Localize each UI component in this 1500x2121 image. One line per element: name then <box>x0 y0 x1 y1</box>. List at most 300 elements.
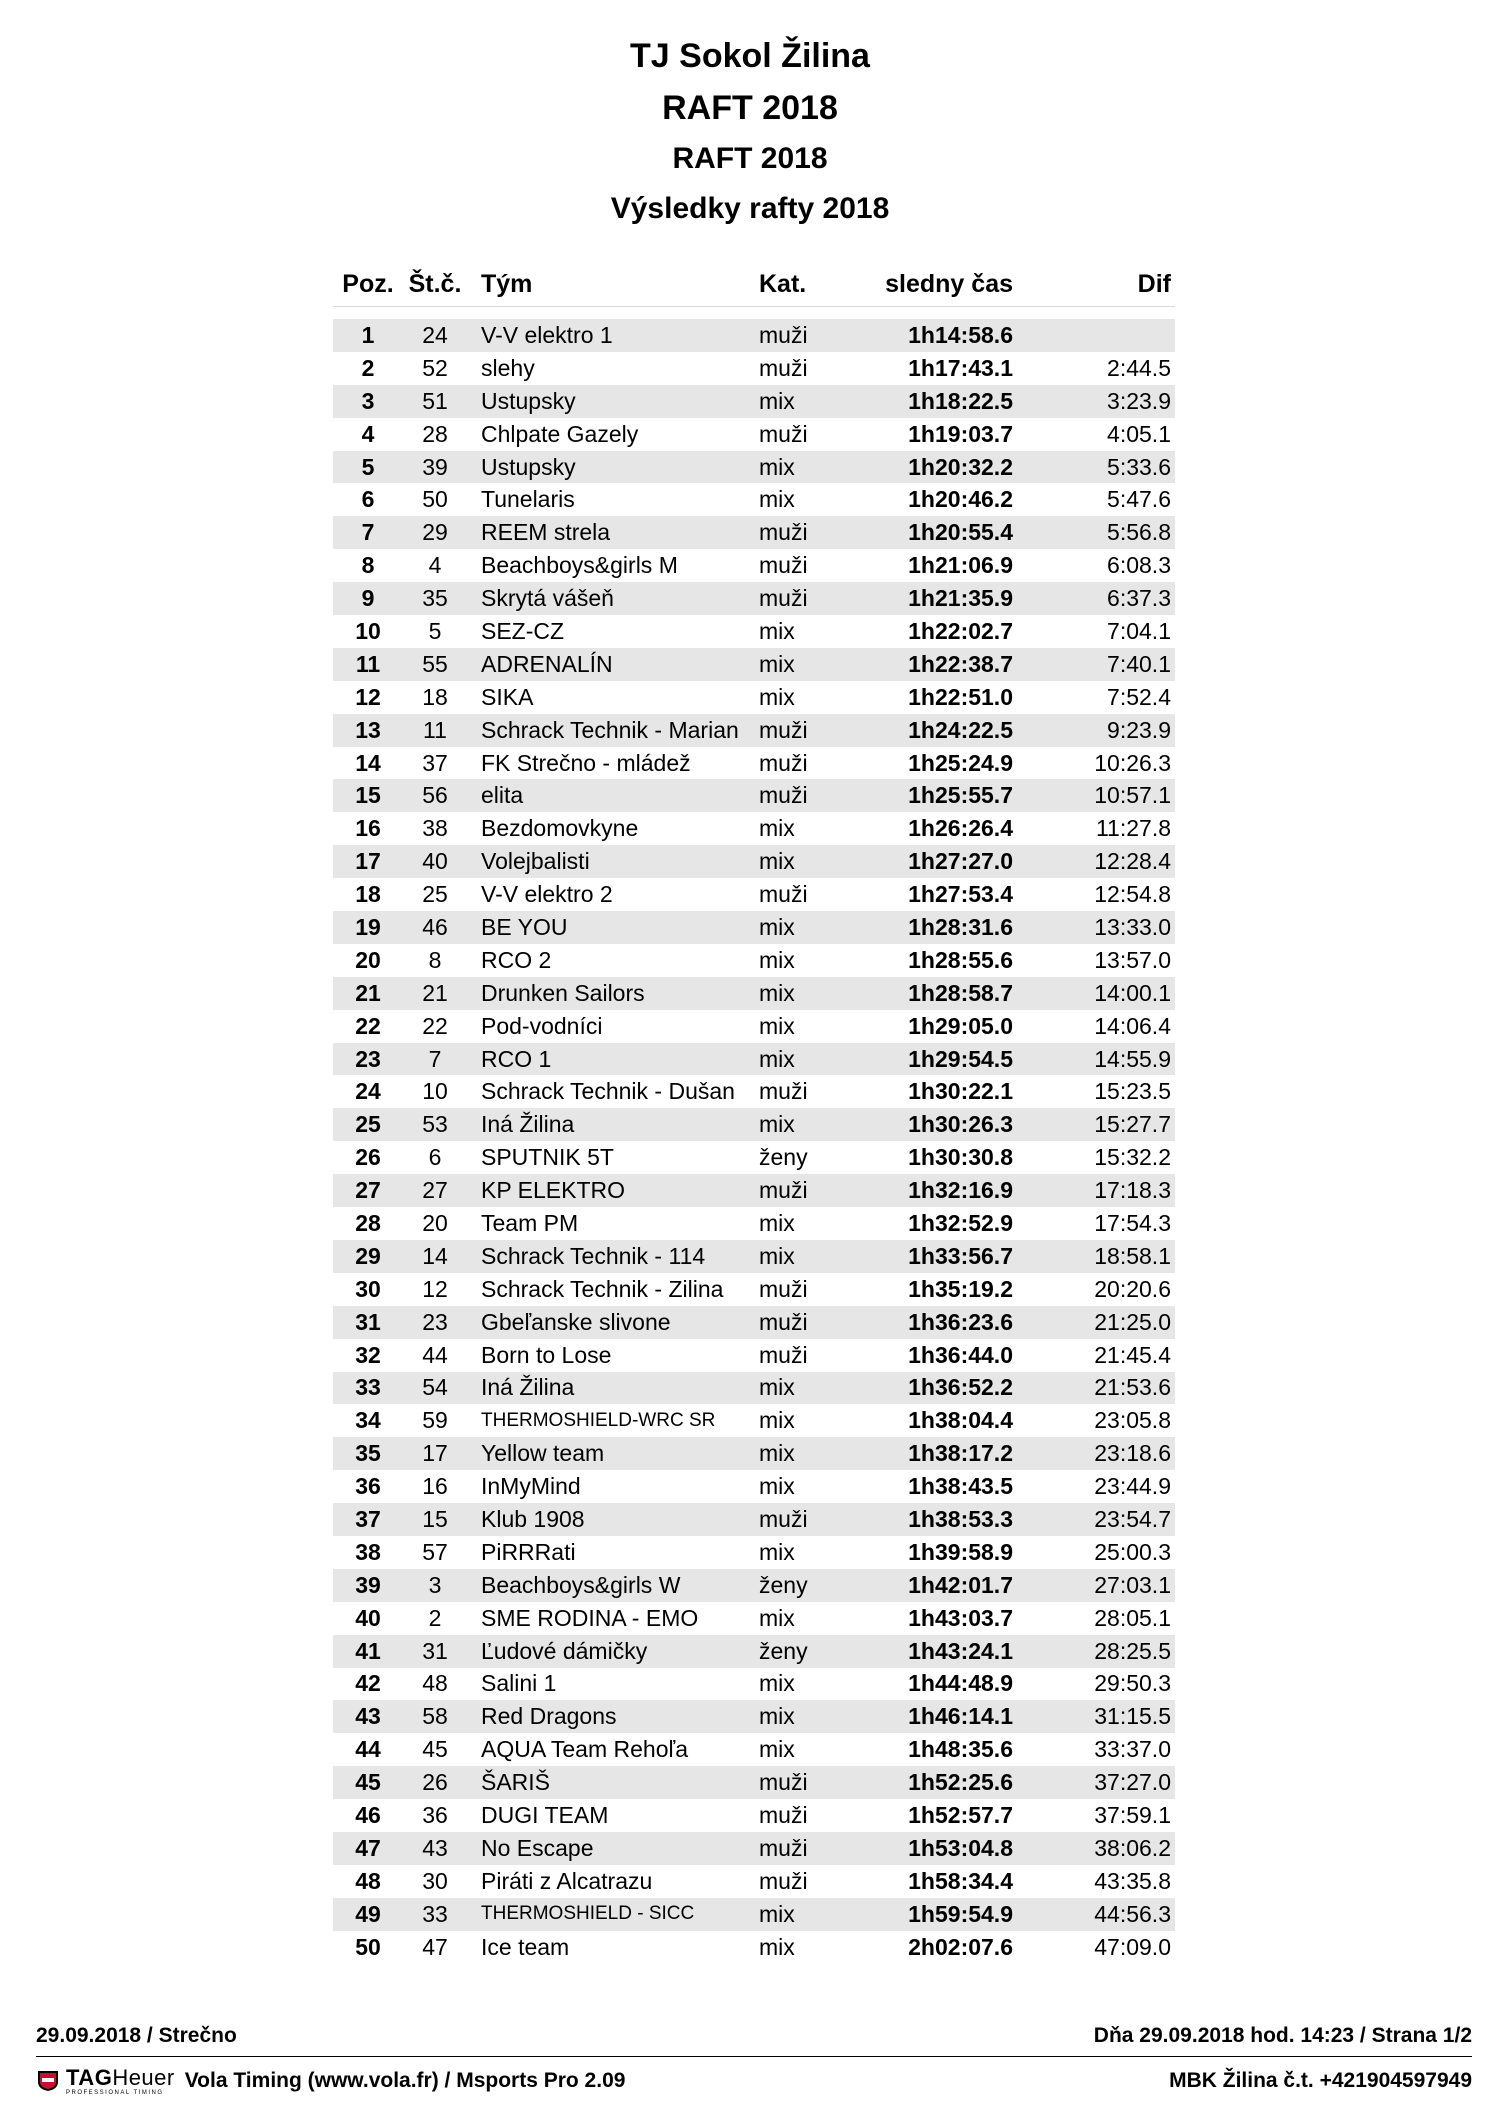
cell-difference: 23:05.8 <box>1094 1407 1171 1434</box>
cell-time: 1h26:26.4 <box>908 815 1013 842</box>
cell-team: ADRENALÍN <box>481 650 613 677</box>
cell-team: Ľudové dámičky <box>481 1637 648 1664</box>
cell-team: THERMOSHIELD-WRC SR <box>481 1409 716 1431</box>
cell-category: muži <box>759 782 808 809</box>
cell-category: muži <box>759 1275 808 1302</box>
table-row <box>333 1569 1175 1602</box>
cell-start-number: 17 <box>422 1440 448 1467</box>
cell-time: 1h42:01.7 <box>908 1571 1013 1598</box>
cell-difference: 13:57.0 <box>1094 946 1171 973</box>
table-row <box>333 747 1175 780</box>
cell-time: 1h21:06.9 <box>908 552 1013 579</box>
cell-category: mix <box>759 1242 795 1269</box>
cell-start-number: 43 <box>422 1834 448 1861</box>
cell-start-number: 30 <box>422 1867 448 1894</box>
table-row <box>333 977 1175 1010</box>
cell-category: mix <box>759 848 795 875</box>
cell-time: 2h02:07.6 <box>908 1933 1013 1960</box>
cell-position: 31 <box>355 1308 381 1335</box>
cell-team: Gbeľanske slivone <box>481 1308 671 1335</box>
col-header-start-number: Št.č. <box>408 269 462 298</box>
cell-category: mix <box>759 1538 795 1565</box>
brand-bold: TAG <box>66 2064 113 2090</box>
cell-team: Schrack Technik - Zilina <box>481 1275 724 1302</box>
cell-position: 3 <box>361 387 375 414</box>
cell-time: 1h32:52.9 <box>908 1209 1013 1236</box>
cell-team: REEM strela <box>481 519 611 546</box>
cell-team: Team PM <box>481 1209 579 1236</box>
cell-position: 36 <box>355 1473 381 1500</box>
cell-difference: 21:25.0 <box>1094 1308 1171 1335</box>
results-table <box>333 262 1175 1964</box>
cell-difference: 47:09.0 <box>1094 1933 1171 1960</box>
cell-time: 1h38:43.5 <box>908 1473 1013 1500</box>
cell-team: Schrack Technik - 114 <box>481 1242 706 1269</box>
table-row <box>333 1635 1175 1668</box>
cell-position: 49 <box>355 1900 381 1927</box>
cell-difference: 15:27.7 <box>1094 1111 1171 1138</box>
cell-position: 43 <box>355 1703 381 1730</box>
cell-difference: 3:23.9 <box>1107 387 1171 414</box>
footer-bottom <box>36 2064 1472 2098</box>
cell-start-number: 5 <box>428 617 442 644</box>
cell-position: 38 <box>355 1538 381 1565</box>
cell-time: 1h17:43.1 <box>908 354 1013 381</box>
cell-start-number: 39 <box>422 453 448 480</box>
cell-difference: 14:55.9 <box>1094 1045 1171 1072</box>
cell-start-number: 16 <box>422 1473 448 1500</box>
cell-team: V-V elektro 1 <box>481 321 613 348</box>
cell-time: 1h28:58.7 <box>908 979 1013 1006</box>
cell-position: 48 <box>355 1867 381 1894</box>
cell-position: 8 <box>361 552 375 579</box>
cell-category: muži <box>759 716 808 743</box>
table-row <box>333 1602 1175 1635</box>
cell-category: muži <box>759 1867 808 1894</box>
cell-category: mix <box>759 1933 795 1960</box>
cell-time: 1h58:34.4 <box>908 1867 1013 1894</box>
cell-start-number: 20 <box>422 1209 448 1236</box>
cell-category: muži <box>759 321 808 348</box>
table-row <box>333 1832 1175 1865</box>
header-spacer <box>333 307 1175 319</box>
cell-start-number: 51 <box>422 387 448 414</box>
cell-position: 2 <box>361 354 375 381</box>
cell-team: RCO 2 <box>481 946 552 973</box>
cell-time: 1h24:22.5 <box>908 716 1013 743</box>
cell-difference: 44:56.3 <box>1094 1900 1171 1927</box>
cell-position: 26 <box>355 1144 381 1171</box>
cell-position: 16 <box>355 815 381 842</box>
cell-category: mix <box>759 683 795 710</box>
table-row <box>333 1174 1175 1207</box>
cell-time: 1h30:22.1 <box>908 1078 1013 1105</box>
cell-team: SME RODINA - EMO <box>481 1604 699 1631</box>
cell-time: 1h32:16.9 <box>908 1177 1013 1204</box>
table-row <box>333 516 1175 549</box>
table-row <box>333 1898 1175 1931</box>
cell-start-number: 37 <box>422 749 448 776</box>
cell-category: muži <box>759 519 808 546</box>
cell-start-number: 29 <box>422 519 448 546</box>
cell-position: 1 <box>361 321 375 348</box>
cell-time: 1h27:53.4 <box>908 881 1013 908</box>
cell-time: 1h35:19.2 <box>908 1275 1013 1302</box>
cell-time: 1h20:55.4 <box>908 519 1013 546</box>
cell-position: 10 <box>355 617 381 644</box>
cell-difference: 7:04.1 <box>1107 617 1171 644</box>
cell-difference: 23:54.7 <box>1094 1506 1171 1532</box>
table-row <box>333 944 1175 977</box>
cell-time: 1h53:04.8 <box>908 1834 1013 1861</box>
cell-position: 30 <box>355 1275 381 1302</box>
club-title: TJ Sokol Žilina <box>630 37 870 75</box>
col-header-position: Poz. <box>342 269 394 298</box>
cell-time: 1h22:38.7 <box>908 650 1013 677</box>
cell-time: 1h38:04.4 <box>908 1407 1013 1434</box>
cell-start-number: 24 <box>422 321 448 348</box>
cell-start-number: 31 <box>422 1637 448 1664</box>
cell-category: mix <box>759 1703 795 1730</box>
cell-difference: 15:23.5 <box>1094 1078 1171 1105</box>
cell-category: mix <box>759 486 795 513</box>
cell-position: 25 <box>355 1111 381 1138</box>
cell-category: mix <box>759 815 795 842</box>
footer-date-place: 29.09.2018 / Strečno <box>36 2024 237 2047</box>
footer-top <box>36 2024 1472 2054</box>
brand-name <box>66 2064 175 2090</box>
cell-start-number: 35 <box>422 585 448 612</box>
cell-category: ženy <box>759 1637 808 1664</box>
cell-category: mix <box>759 1111 795 1138</box>
cell-position: 21 <box>355 979 381 1006</box>
table-row <box>333 1437 1175 1470</box>
cell-position: 15 <box>355 782 381 809</box>
cell-position: 34 <box>355 1407 381 1434</box>
cell-team: No Escape <box>481 1834 594 1861</box>
event-title: RAFT 2018 <box>662 89 838 127</box>
cell-position: 33 <box>355 1374 381 1401</box>
cell-category: mix <box>759 1209 795 1236</box>
table-row <box>333 1733 1175 1766</box>
cell-team: Schrack Technik - Dušan <box>481 1078 735 1105</box>
cell-team: Iná Žilina <box>481 1111 575 1138</box>
cell-time: 1h30:26.3 <box>908 1111 1013 1138</box>
cell-difference: 43:35.8 <box>1094 1867 1171 1894</box>
table-row <box>333 1865 1175 1898</box>
cell-difference: 29:50.3 <box>1094 1670 1171 1697</box>
cell-category: muži <box>759 585 808 612</box>
cell-start-number: 40 <box>422 848 448 875</box>
cell-start-number: 12 <box>422 1275 448 1302</box>
table-row <box>333 714 1175 747</box>
cell-team: FK Strečno - mládež <box>481 749 691 776</box>
cell-start-number: 25 <box>422 881 448 908</box>
table-row <box>333 1700 1175 1733</box>
table-row <box>333 1240 1175 1273</box>
cell-time: 1h20:46.2 <box>908 486 1013 513</box>
cell-time: 1h25:24.9 <box>908 749 1013 776</box>
cell-start-number: 8 <box>428 946 442 973</box>
footer-organizer: MBK Žilina č.t. +421904597949 <box>1169 2069 1472 2092</box>
cell-time: 1h14:58.6 <box>908 321 1013 348</box>
cell-category: mix <box>759 1900 795 1927</box>
cell-difference: 2:44.5 <box>1107 354 1171 381</box>
cell-position: 44 <box>355 1736 381 1763</box>
cell-team: THERMOSHIELD - SICC <box>481 1903 695 1925</box>
cell-team: Beachboys&girls W <box>481 1571 681 1598</box>
cell-start-number: 56 <box>422 782 448 809</box>
cell-start-number: 11 <box>423 716 447 743</box>
cell-position: 14 <box>355 749 381 776</box>
cell-start-number: 59 <box>422 1407 448 1434</box>
cell-position: 35 <box>355 1440 381 1467</box>
table-row <box>333 648 1175 681</box>
table-row <box>333 779 1175 812</box>
cell-position: 46 <box>355 1802 381 1829</box>
cell-position: 41 <box>355 1637 381 1664</box>
cell-category: muži <box>759 354 808 381</box>
cell-team: KP ELEKTRO <box>481 1177 626 1204</box>
cell-time: 1h38:17.2 <box>908 1440 1013 1467</box>
table-row <box>333 549 1175 582</box>
cell-team: elita <box>481 782 524 809</box>
cell-category: muži <box>759 1802 808 1829</box>
col-header-time: sledny čas <box>885 269 1013 298</box>
cell-category: ženy <box>759 1144 808 1171</box>
cell-difference: 37:27.0 <box>1094 1769 1171 1796</box>
cell-category: muži <box>759 1078 808 1105</box>
cell-position: 18 <box>355 881 381 908</box>
cell-category: mix <box>759 1736 795 1763</box>
cell-start-number: 3 <box>428 1571 442 1598</box>
cell-team: Tunelaris <box>481 486 575 513</box>
cell-category: mix <box>759 1012 795 1039</box>
cell-difference: 6:37.3 <box>1107 585 1171 612</box>
cell-team: InMyMind <box>481 1473 581 1500</box>
cell-team: Chlpate Gazely <box>481 420 639 447</box>
cell-position: 5 <box>361 453 375 480</box>
table-row <box>333 1404 1175 1437</box>
cell-category: mix <box>759 946 795 973</box>
cell-difference: 12:54.8 <box>1094 881 1171 908</box>
cell-team: Born to Lose <box>481 1341 612 1368</box>
cell-category: muži <box>759 1308 808 1335</box>
cell-time: 1h44:48.9 <box>908 1670 1013 1697</box>
table-row <box>333 1470 1175 1503</box>
cell-team: RCO 1 <box>481 1045 552 1072</box>
table-row <box>333 1141 1175 1174</box>
cell-category: mix <box>759 1604 795 1631</box>
table-row <box>333 418 1175 451</box>
cell-start-number: 10 <box>422 1078 448 1105</box>
footer-left <box>36 2064 626 2096</box>
cell-time: 1h59:54.9 <box>908 1900 1013 1927</box>
cell-team: V-V elektro 2 <box>481 881 613 908</box>
cell-team: Ice team <box>481 1933 570 1960</box>
cell-time: 1h36:52.2 <box>908 1374 1013 1401</box>
cell-position: 4 <box>361 420 375 447</box>
cell-start-number: 44 <box>422 1341 448 1368</box>
col-header-team: Tým <box>481 269 533 298</box>
table-row <box>333 681 1175 714</box>
cell-team: BE YOU <box>481 913 568 940</box>
cell-time: 1h18:22.5 <box>908 387 1013 414</box>
table-row <box>333 615 1175 648</box>
cell-category: muži <box>759 1834 808 1861</box>
cell-category: muži <box>759 881 808 908</box>
cell-time: 1h43:24.1 <box>908 1637 1013 1664</box>
table-row <box>333 1075 1175 1108</box>
cell-start-number: 48 <box>422 1670 448 1697</box>
cell-category: mix <box>759 650 795 677</box>
cell-category: muži <box>759 552 808 579</box>
cell-difference: 5:47.6 <box>1107 486 1171 513</box>
cell-position: 6 <box>361 486 375 513</box>
table-row <box>333 845 1175 878</box>
cell-category: mix <box>759 1473 795 1500</box>
table-row <box>333 812 1175 845</box>
cell-difference: 23:44.9 <box>1094 1473 1171 1500</box>
table-row <box>333 1339 1175 1372</box>
cell-team: Ustupsky <box>481 453 576 480</box>
cell-start-number: 6 <box>428 1144 442 1171</box>
cell-start-number: 47 <box>422 1933 448 1960</box>
cell-team: Drunken Sailors <box>481 979 645 1006</box>
brand-subtitle: PROFESSIONAL TIMING <box>66 2089 164 2096</box>
cell-team: DUGI TEAM <box>481 1802 609 1829</box>
cell-position: 20 <box>355 946 381 973</box>
cell-team: SIKA <box>481 683 534 710</box>
cell-category: mix <box>759 617 795 644</box>
cell-position: 40 <box>355 1604 381 1631</box>
table-row <box>333 451 1175 484</box>
cell-time: 1h19:03.7 <box>908 420 1013 447</box>
cell-start-number: 2 <box>428 1604 442 1631</box>
cell-difference: 33:37.0 <box>1094 1736 1171 1763</box>
cell-time: 1h28:55.6 <box>908 946 1013 973</box>
cell-time: 1h25:55.7 <box>908 782 1013 809</box>
cell-start-number: 46 <box>422 913 448 940</box>
table-row <box>333 1043 1175 1076</box>
cell-start-number: 50 <box>422 486 448 513</box>
cell-difference: 10:57.1 <box>1094 782 1171 809</box>
cell-team: Klub 1908 <box>481 1506 585 1532</box>
cell-time: 1h48:35.6 <box>908 1736 1013 1763</box>
footer-printed-page: Dňa 29.09.2018 hod. 14:23 / Strana 1/2 <box>1093 2024 1472 2047</box>
cell-time: 1h36:44.0 <box>908 1341 1013 1368</box>
cell-team: PiRRRati <box>481 1538 576 1565</box>
cell-start-number: 27 <box>422 1177 448 1204</box>
cell-difference: 18:58.1 <box>1094 1242 1171 1269</box>
cell-start-number: 36 <box>422 1802 448 1829</box>
col-header-category: Kat. <box>759 269 807 298</box>
cell-time: 1h20:32.2 <box>908 453 1013 480</box>
cell-difference: 12:28.4 <box>1094 848 1171 875</box>
cell-team: AQUA Team Rehoľa <box>481 1736 688 1763</box>
cell-position: 50 <box>355 1933 381 1960</box>
cell-difference: 7:40.1 <box>1107 650 1171 677</box>
cell-start-number: 58 <box>422 1703 448 1730</box>
col-header-difference: Dif <box>1137 269 1171 298</box>
cell-position: 28 <box>355 1209 381 1236</box>
cell-category: mix <box>759 453 795 480</box>
cell-difference: 6:08.3 <box>1107 552 1171 579</box>
cell-difference: 37:59.1 <box>1094 1802 1171 1829</box>
cell-category: mix <box>759 1440 795 1467</box>
cell-difference: 31:15.5 <box>1094 1703 1171 1730</box>
cell-time: 1h29:05.0 <box>908 1012 1013 1039</box>
cell-difference: 38:06.2 <box>1094 1834 1171 1861</box>
cell-position: 7 <box>361 519 375 546</box>
cell-start-number: 33 <box>422 1900 448 1927</box>
cell-difference: 5:33.6 <box>1107 453 1171 480</box>
cell-difference: 17:54.3 <box>1094 1209 1171 1236</box>
cell-category: muži <box>759 749 808 776</box>
cell-position: 13 <box>355 716 381 743</box>
cell-category: mix <box>759 1407 795 1434</box>
cell-difference: 13:33.0 <box>1094 913 1171 940</box>
cell-start-number: 22 <box>422 1012 448 1039</box>
cell-position: 24 <box>355 1078 381 1105</box>
cell-position: 47 <box>355 1834 381 1861</box>
table-row <box>333 1536 1175 1569</box>
cell-start-number: 38 <box>422 815 448 842</box>
cell-difference: 9:23.9 <box>1107 716 1171 743</box>
cell-position: 39 <box>355 1571 381 1598</box>
document-header <box>0 30 1500 234</box>
cell-time: 1h21:35.9 <box>908 585 1013 612</box>
cell-position: 42 <box>355 1670 381 1697</box>
cell-start-number: 14 <box>422 1242 448 1269</box>
cell-team: ŠARIŠ <box>481 1769 551 1796</box>
shield-icon <box>36 2070 60 2092</box>
cell-start-number: 7 <box>428 1045 442 1072</box>
table-header <box>333 262 1175 307</box>
table-row <box>333 385 1175 418</box>
cell-position: 11 <box>355 650 381 677</box>
cell-time: 1h38:53.3 <box>908 1506 1013 1532</box>
cell-start-number: 4 <box>428 552 442 579</box>
cell-time: 1h46:14.1 <box>908 1703 1013 1730</box>
cell-difference: 10:26.3 <box>1094 749 1171 776</box>
cell-start-number: 55 <box>422 650 448 677</box>
cell-time: 1h22:51.0 <box>908 683 1013 710</box>
cell-time: 1h30:30.8 <box>908 1144 1013 1171</box>
cell-category: muži <box>759 1177 808 1204</box>
brand-light: Heuer <box>112 2064 175 2090</box>
cell-time: 1h52:57.7 <box>908 1802 1013 1829</box>
cell-team: SPUTNIK 5T <box>481 1144 614 1171</box>
cell-team: Piráti z Alcatrazu <box>481 1867 653 1894</box>
footer-divider <box>36 2056 1472 2057</box>
cell-category: mix <box>759 979 795 1006</box>
cell-team: Beachboys&girls M <box>481 552 678 579</box>
cell-team: slehy <box>481 354 535 381</box>
cell-start-number: 26 <box>422 1769 448 1796</box>
cell-difference: 25:00.3 <box>1094 1538 1171 1565</box>
cell-position: 12 <box>355 683 381 710</box>
cell-category: mix <box>759 1045 795 1072</box>
cell-start-number: 52 <box>422 354 448 381</box>
cell-start-number: 18 <box>422 683 448 710</box>
cell-difference: 14:00.1 <box>1094 979 1171 1006</box>
cell-start-number: 23 <box>422 1308 448 1335</box>
cell-difference: 28:05.1 <box>1094 1604 1171 1631</box>
cell-category: muži <box>759 1341 808 1368</box>
cell-category: ženy <box>759 1571 808 1598</box>
table-row <box>333 1273 1175 1306</box>
